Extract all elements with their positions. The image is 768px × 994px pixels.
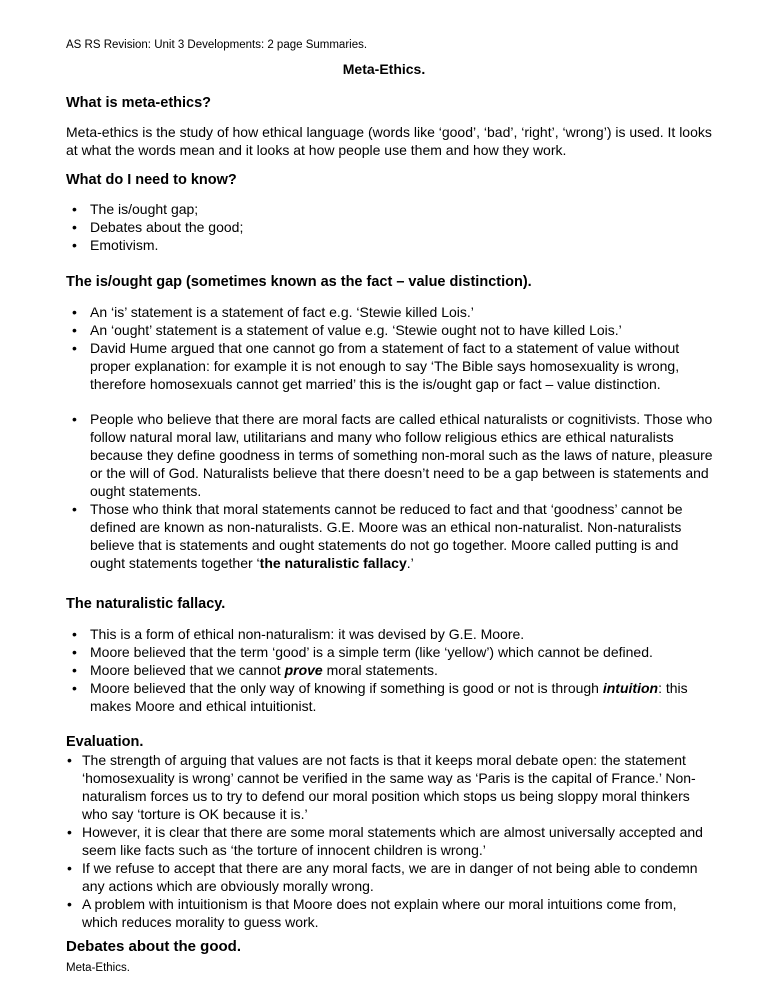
running-footer: Meta-Ethics.	[66, 962, 130, 974]
list-item: • Emotivism.	[66, 236, 714, 254]
list-item: • People who believe that there are moral facts are called ethical naturalists or cognitivists. Those who follow natural moral law, utilitarians and many who follow religious ethics are ethical naturalists because they define goodness in terms of something non-moral such as the laws of nature, pleasure or the will of God. Naturalists believe that there doesn’t need to be a gap between is statements and ought statements.	[66, 410, 714, 500]
list-item: • This is a form of ethical non-naturalism: it was devised by G.E. Moore.	[66, 625, 714, 643]
heading-evaluation: Evaluation.	[66, 734, 144, 750]
list-item: • Moore believed that the term ‘good’ is a simple term (like ‘yellow’) which cannot be defined.	[66, 643, 714, 661]
heading-what-is-meta-ethics: What is meta-ethics?	[66, 95, 212, 111]
heading-naturalistic-fallacy: The naturalistic fallacy.	[66, 596, 226, 612]
list-item: • Debates about the good;	[66, 218, 714, 236]
list-item: • If we refuse to accept that there are any moral facts, we are in danger of not being able to condemn any actions which are obviously morally wrong.	[66, 859, 714, 895]
list-item: • However, it is clear that there are some moral statements which are almost universally accepted and seem like facts such as ‘the torture of innocent children is wrong.’	[66, 823, 714, 859]
naturalistic-fallacy-list	[66, 625, 714, 715]
list-item: • Those who think that moral statements cannot be reduced to fact and that ‘goodness’ cannot be defined are known as non-naturalists. G.E. Moore was an ethical non-naturalist. Non-naturalists believe that is statements and ought statements do not go together. Moore called putting is and ought statements together ‘the naturalistic fallacy.’	[66, 500, 714, 572]
list-item: • A problem with intuitionism is that Moore does not explain where our moral intuitions come from, which reduces morality to guess work.	[66, 895, 714, 931]
list-item: • The is/ought gap;	[66, 200, 714, 218]
document-title: Meta-Ethics.	[342, 61, 426, 77]
heading-debates-about-the-good: Debates about the good.	[66, 938, 242, 955]
naturalistic-fallacy-term: the naturalistic fallacy	[259, 555, 407, 571]
list-item: • David Hume argued that one cannot go from a statement of fact to a statement of value without proper explanation: for example it is not enough to say ‘The Bible says homosexuality is wrong, therefore homosexuals cannot get married’ this is the is/ought gap or fact – value distinction.	[66, 339, 714, 393]
list-item: • Moore believed that we cannot prove moral statements.	[66, 661, 714, 679]
list-item: • Moore believed that the only way of knowing if something is good or not is through intuition: this makes Moore and ethical intuitionist.	[66, 679, 714, 715]
running-header: AS RS Revision: Unit 3 Developments: 2 page Summaries.	[66, 39, 368, 51]
list-item: • The strength of arguing that values are not facts is that it keeps moral debate open: the statement ‘homosexuality is wrong’ cannot be verified in the same way as ‘Paris is the capital of France.’ Non-naturalism forces us to try to defend our moral position which stops us being sloppy moral thinkers who say ‘torture is OK because it is.’	[66, 751, 714, 823]
heading-what-do-i-need: What do I need to know?	[66, 172, 237, 188]
need-to-know-list	[66, 200, 714, 254]
list-item: • An ‘ought’ statement is a statement of value e.g. ‘Stewie ought not to have killed Lois.’	[66, 321, 714, 339]
evaluation-list	[66, 751, 714, 931]
is-ought-list	[66, 303, 714, 393]
list-item: • An ‘is’ statement is a statement of fact e.g. ‘Stewie killed Lois.’	[66, 303, 714, 321]
heading-is-ought-gap: The is/ought gap (sometimes known as the fact – value distinction).	[66, 274, 532, 290]
naturalists-list	[66, 410, 714, 572]
emphasis-intuition: intuition	[602, 680, 659, 696]
paragraph-definition: Meta-ethics is the study of how ethical language (words like ‘good’, ‘bad’, ‘right’, ‘wrong’) is used. It looks at what the words mean and it looks at how people use them and how they work.	[66, 124, 712, 158]
emphasis-prove: prove	[284, 662, 323, 678]
